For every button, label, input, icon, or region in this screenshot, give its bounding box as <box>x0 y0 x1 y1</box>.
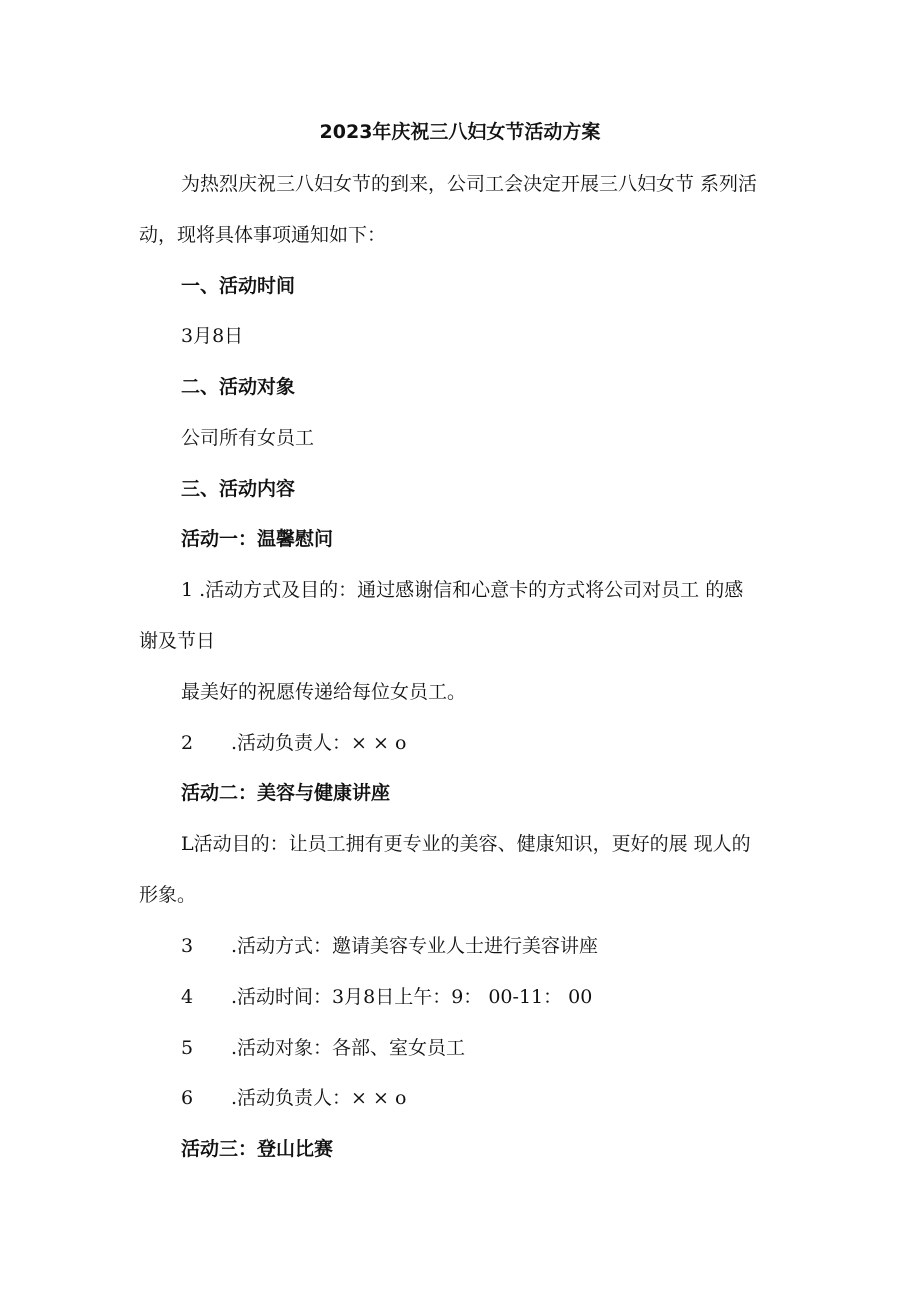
activity1-item1-line-3: 最美好的祝愿传递给每位女员工。 <box>181 681 467 703</box>
list-text: .活动方式：邀请美容专业人士进行美容讲座 <box>231 935 599 957</box>
activity2-item1-line-1: L活动目的：让员工拥有更专业的美容、健康知识，更好的展 现人的 <box>181 833 751 855</box>
list-number: 6 <box>181 1087 194 1109</box>
list-text: .活动时间：3月8日上午：9： 00-11： 00 <box>231 986 593 1008</box>
list-number: 4 <box>181 986 194 1008</box>
activity1-item1-line-2: 谢及节日 <box>139 630 216 652</box>
list-number: 2 <box>181 732 194 754</box>
list-text: .活动负责人：× × o <box>231 732 407 754</box>
section-heading-audience: 二、活动对象 <box>181 376 296 398</box>
activity2-item3 <box>181 932 598 960</box>
activity-heading-2: 活动二：美容与健康讲座 <box>181 782 391 804</box>
activity2-item4 <box>181 983 592 1011</box>
activity1-item1-line-1: 1 .活动方式及目的：通过感谢信和心意卡的方式将公司对员工 的感 <box>181 579 744 601</box>
intro-paragraph-line-1: 为热烈庆祝三八妇女节的到来，公司工会决定开展三八妇女节 系列活 <box>181 173 758 195</box>
activity2-item6 <box>181 1084 406 1112</box>
activity1-item2 <box>181 729 406 757</box>
list-number: 5 <box>181 1037 194 1059</box>
section-content-time: 3月8日 <box>181 325 244 347</box>
section-heading-content: 三、活动内容 <box>181 478 296 500</box>
section-content-audience: 公司所有女员工 <box>181 427 315 449</box>
list-number: 3 <box>181 935 194 957</box>
section-heading-time: 一、活动时间 <box>181 275 296 297</box>
list-text: .活动对象：各部、室女员工 <box>231 1037 466 1059</box>
document-title: 2023年庆祝三八妇女节活动方案 <box>319 121 601 143</box>
intro-paragraph-line-2: 动，现将具体事项通知如下： <box>139 224 387 246</box>
activity-heading-1: 活动一：温馨慰问 <box>181 528 334 550</box>
activity2-item1-line-2: 形象。 <box>139 884 197 906</box>
activity2-item5 <box>181 1034 465 1062</box>
activity-heading-3: 活动三：登山比赛 <box>181 1138 334 1160</box>
list-text: .活动负责人：× × o <box>231 1087 407 1109</box>
